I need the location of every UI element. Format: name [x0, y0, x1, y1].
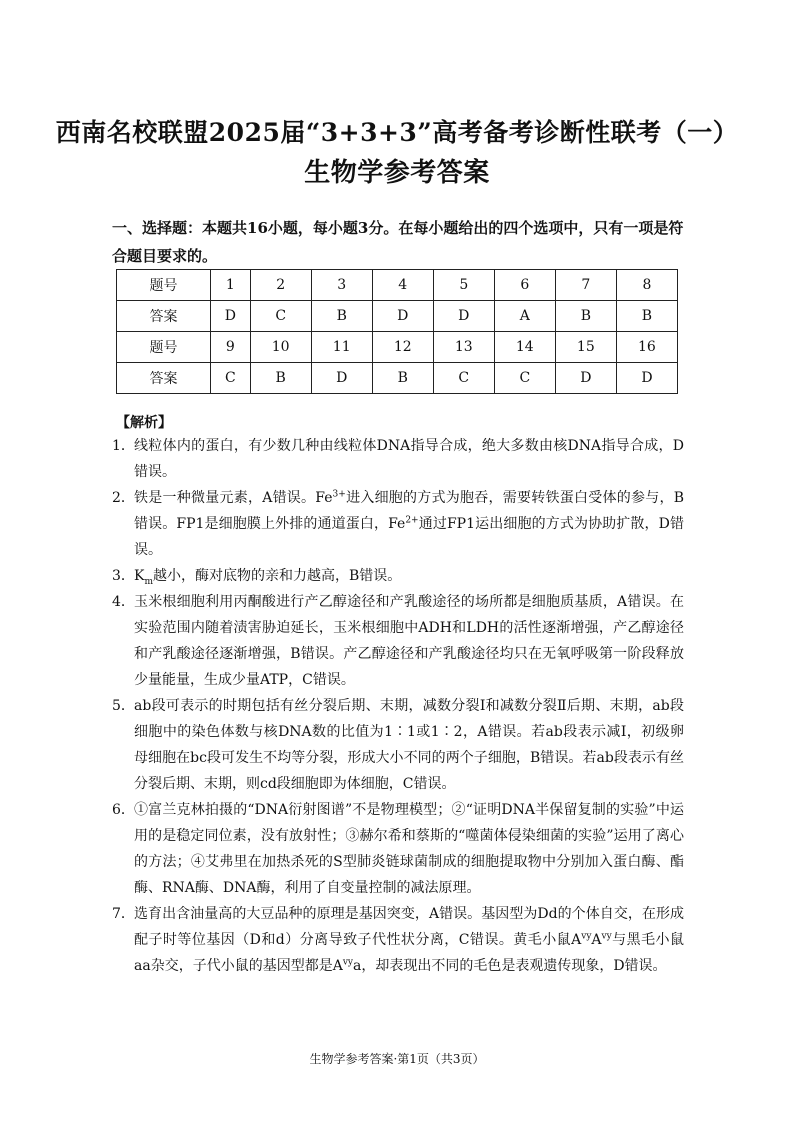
- table-cell: 12: [372, 332, 433, 363]
- table-cell: 11: [311, 332, 372, 363]
- table-cell: D: [555, 363, 616, 394]
- table-cell: B: [250, 363, 311, 394]
- item-text: ab段可表示的时期包括有丝分裂后期、末期，减数分裂Ⅰ和减数分裂Ⅱ后期、末期，ab段细胞中的染色体数与核DNA数的比值为1∶1或1∶2，A错误。若ab段表示减Ⅰ，初级卵母细胞在bc段可发生不均等分裂，形成大小不同的两个子细胞，B错误。若ab段表示有丝分裂后期、末期，则cd段细胞即为体细胞，C错误。: [134, 698, 684, 792]
- table-row-answer-2: [117, 363, 678, 394]
- text-segment: 进入细胞的方式为胞吞，需要转铁蛋白受体的参与，B错误。FP1是细胞膜上外排的通道蛋白，Fe: [134, 490, 685, 532]
- section-intro: 一、选择题：本题共16小题，每小题3分。在每小题给出的四个选项中，只有一项是符合题目要求的。: [112, 219, 684, 265]
- text-segment: 选育出含油量高的大豆品种的原理是基因突变，A错误。基因型为Dd的个体自交，在形成配子时等位基因（D和d）分离导致子代性状分离，C错误。黄毛小鼠A: [134, 906, 684, 948]
- table-row-answer-1: [117, 301, 678, 332]
- item-number: 3．: [112, 568, 135, 584]
- table-cell: D: [311, 363, 372, 394]
- table-cell: 8: [616, 270, 677, 301]
- item-number: 2．: [112, 490, 135, 506]
- text-segment: A: [591, 932, 602, 948]
- item-number: 7．: [112, 906, 135, 922]
- item-number: 6．: [112, 802, 135, 818]
- row-label: 答案: [117, 301, 211, 332]
- table-cell: C: [211, 363, 251, 394]
- subscript: m: [144, 576, 154, 587]
- item-text: [134, 485, 684, 563]
- table-cell: 2: [250, 270, 311, 301]
- text-segment: K: [134, 568, 145, 584]
- item-number: 4．: [112, 594, 135, 610]
- row-label: 题号: [117, 270, 211, 301]
- text-segment: 越小，酶对底物的亲和力越高，B错误。: [153, 568, 402, 584]
- analysis-item-6: [112, 797, 684, 901]
- text-segment: 与黑毛小鼠aa杂交，子代小鼠的基因型都是A: [134, 932, 684, 974]
- item-number: 1．: [112, 438, 135, 454]
- table-cell: 16: [616, 332, 677, 363]
- superscript: 3+: [332, 489, 346, 500]
- item-text: 玉米根细胞利用丙酮酸进行产乙醇途径和产乳酸途径的场所都是细胞质基质，A错误。在实验范围内随着渍害胁迫延长，玉米根细胞中ADH和LDH的活性逐渐增强，产乙醇途径和产乳酸途径逐渐增强，B错误。产乙醇途径和产乳酸途径均只在无氧呼吸第一阶段释放少量能量，生成少量ATP，C错误。: [134, 594, 684, 688]
- table-cell: 4: [372, 270, 433, 301]
- item-text: ①富兰克林拍摄的“DNA衍射图谱”不是物理模型；②“证明DNA半保留复制的实验”中运用的是稳定同位素，没有放射性；③赫尔希和蔡斯的“噬菌体侵染细菌的实验”运用了离心的方法；④艾弗里在加热杀死的S型肺炎链球菌制成的细胞提取物中分别加入蛋白酶、酯酶、RNA酶、DNA酶，利用了自变量控制的减法原理。: [134, 802, 684, 896]
- item-number: 5．: [112, 698, 135, 714]
- superscript: vy: [342, 957, 353, 968]
- table-cell: D: [616, 363, 677, 394]
- table-cell: 10: [250, 332, 311, 363]
- table-cell: 14: [494, 332, 555, 363]
- table-cell: D: [372, 301, 433, 332]
- analysis-heading: 【解析】: [116, 415, 172, 431]
- table-row-question-2: [117, 332, 678, 363]
- row-label: 答案: [117, 363, 211, 394]
- table-cell: C: [494, 363, 555, 394]
- analysis-item-2: [112, 485, 684, 563]
- table-cell: 7: [555, 270, 616, 301]
- superscript: vy: [601, 931, 612, 942]
- item-text: [134, 901, 684, 979]
- text-segment: 铁是一种微量元素，A错误。Fe: [134, 490, 333, 506]
- analysis-item-3: [112, 563, 684, 589]
- text-segment: a，却表现出不同的毛色是表观遗传现象，D错误。: [352, 958, 667, 974]
- analysis-item-4: [112, 589, 684, 693]
- table-cell: B: [616, 301, 677, 332]
- table-cell: 1: [211, 270, 251, 301]
- table-cell: D: [211, 301, 251, 332]
- table-cell: 15: [555, 332, 616, 363]
- answer-table: [116, 269, 678, 394]
- analysis-item-1: [112, 433, 684, 485]
- superscript: 2+: [405, 515, 419, 526]
- table-cell: B: [555, 301, 616, 332]
- table-cell: 9: [211, 332, 251, 363]
- table-cell: C: [250, 301, 311, 332]
- table-cell: 3: [311, 270, 372, 301]
- page-footer: 生物学参考答案·第1页（共3页）: [309, 1052, 485, 1066]
- table-cell: 13: [433, 332, 494, 363]
- table-row-question-1: [117, 270, 678, 301]
- item-text: 线粒体内的蛋白，有少数几种由线粒体DNA指导合成，绝大多数由核DNA指导合成，D错误。: [134, 438, 684, 480]
- item-text: [134, 563, 684, 589]
- table-cell: B: [372, 363, 433, 394]
- superscript: vy: [581, 931, 592, 942]
- analysis-item-5: [112, 693, 684, 797]
- analysis-item-7: [112, 901, 684, 979]
- table-cell: A: [494, 301, 555, 332]
- table-cell: C: [433, 363, 494, 394]
- doc-title: 西南名校联盟2025届“3+3+3”高考备考诊断性联考（一）: [55, 118, 739, 147]
- table-cell: D: [433, 301, 494, 332]
- analysis-list: [112, 433, 684, 979]
- doc-subtitle: 生物学参考答案: [304, 158, 490, 188]
- text-segment: 通过FP1运出细胞的方式为协助扩散，D错误。: [134, 516, 685, 558]
- table-cell: 5: [433, 270, 494, 301]
- table-cell: 6: [494, 270, 555, 301]
- row-label: 题号: [117, 332, 211, 363]
- table-cell: B: [311, 301, 372, 332]
